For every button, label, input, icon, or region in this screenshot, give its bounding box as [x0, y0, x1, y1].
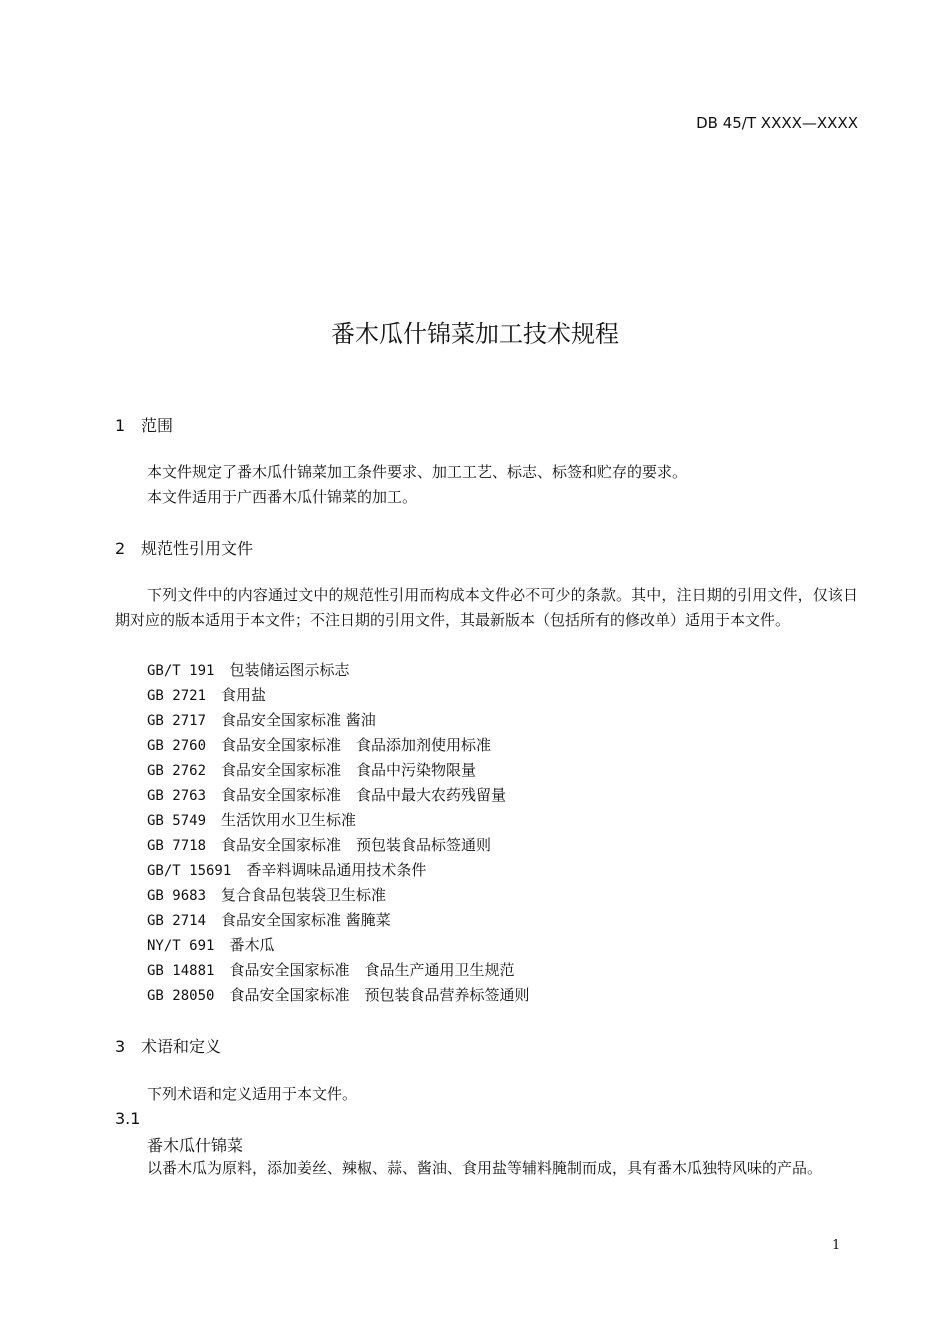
- section-title: 规范性引用文件: [141, 539, 254, 558]
- reference-item: [147, 683, 266, 709]
- reference-name: 食品安全国家标准 预包装食品营养标签通则: [229, 986, 530, 1004]
- reference-name: 食品安全国家标准 食品中污染物限量: [221, 761, 477, 779]
- paragraph: 下列文件中的内容通过文中的规范性引用而构成本文件必不可少的条款。其中，注日期的引用文件，仅该日期对应的版本适用于本文件；不注日期的引用文件，其最新版本（包括所有的修改单）适用于本文件。: [115, 586, 858, 629]
- term-name: 番木瓜什锦菜: [147, 1136, 244, 1155]
- section-heading-1: [115, 413, 173, 436]
- document-number: DB 45/T XXXX—XXXX: [696, 114, 858, 132]
- reference-code: GB 2714: [147, 913, 207, 929]
- page-number: 1: [832, 1238, 841, 1253]
- reference-name: 番木瓜: [229, 936, 275, 954]
- reference-code: GB 2717: [147, 713, 207, 729]
- paragraph: 本文件规定了番木瓜什锦菜加工条件要求、加工工艺、标志、标签和贮存的要求。: [147, 463, 688, 481]
- reference-code: GB 5749: [147, 813, 207, 829]
- section-title: 范围: [141, 416, 174, 435]
- paragraph: 本文件适用于广西番木瓜什锦菜的加工。: [147, 488, 418, 506]
- reference-name: 食品安全国家标准 食品中最大农药残留量: [221, 786, 507, 804]
- reference-item: [147, 983, 529, 1009]
- reference-code: NY/T 691: [147, 938, 215, 954]
- section-number: 3: [115, 1037, 126, 1056]
- reference-code: GB/T 15691: [147, 863, 232, 879]
- section-number: 1: [115, 416, 126, 435]
- reference-name: 食品安全国家标准 酱腌菜: [221, 911, 391, 929]
- section-heading-3: [115, 1034, 221, 1057]
- reference-code: GB 9683: [147, 888, 207, 904]
- reference-name: 香辛料调味品通用技术条件: [246, 861, 427, 879]
- reference-code: GB 2760: [147, 738, 207, 754]
- reference-code: GB 2762: [147, 763, 207, 779]
- reference-item: [147, 658, 349, 684]
- section-heading-2: [115, 536, 253, 559]
- reference-name: 食品安全国家标准 食品生产通用卫生规范: [229, 961, 515, 979]
- reference-code: GB 2763: [147, 788, 207, 804]
- section-number: 2: [115, 539, 126, 558]
- reference-name: 生活饮用水卫生标准: [221, 811, 357, 829]
- reference-code: GB 2721: [147, 688, 207, 704]
- reference-name: 食用盐: [221, 686, 267, 704]
- reference-item: [147, 783, 506, 809]
- reference-item: [147, 908, 391, 934]
- reference-item: [147, 958, 514, 984]
- reference-item: [147, 858, 426, 884]
- document-title: 番木瓜什锦菜加工技术规程: [331, 320, 619, 348]
- reference-name: 包装储运图示标志: [229, 661, 350, 679]
- reference-item: [147, 733, 491, 759]
- section-title: 术语和定义: [141, 1037, 222, 1056]
- reference-name: 食品安全国家标准 酱油: [221, 711, 376, 729]
- reference-code: GB 28050: [147, 988, 215, 1004]
- reference-item: [147, 933, 274, 959]
- reference-code: GB 14881: [147, 963, 215, 979]
- reference-item: [147, 708, 376, 734]
- reference-name: 食品安全国家标准 预包装食品标签通则: [221, 836, 492, 854]
- reference-code: GB/T 191: [147, 663, 215, 679]
- reference-name: 复合食品包装袋卫生标准: [221, 886, 387, 904]
- reference-item: [147, 808, 356, 834]
- reference-item: [147, 883, 386, 909]
- term-number: 3.1: [115, 1109, 141, 1128]
- paragraph: 下列术语和定义适用于本文件。: [147, 1085, 358, 1103]
- reference-item: [147, 833, 491, 859]
- reference-name: 食品安全国家标准 食品添加剂使用标准: [221, 736, 492, 754]
- reference-code: GB 7718: [147, 838, 207, 854]
- term-definition: 以番木瓜为原料，添加姜丝、辣椒、蒜、酱油、食用盐等辅料腌制而成，具有番木瓜独特风味的产品。: [147, 1159, 823, 1177]
- reference-item: [147, 758, 476, 784]
